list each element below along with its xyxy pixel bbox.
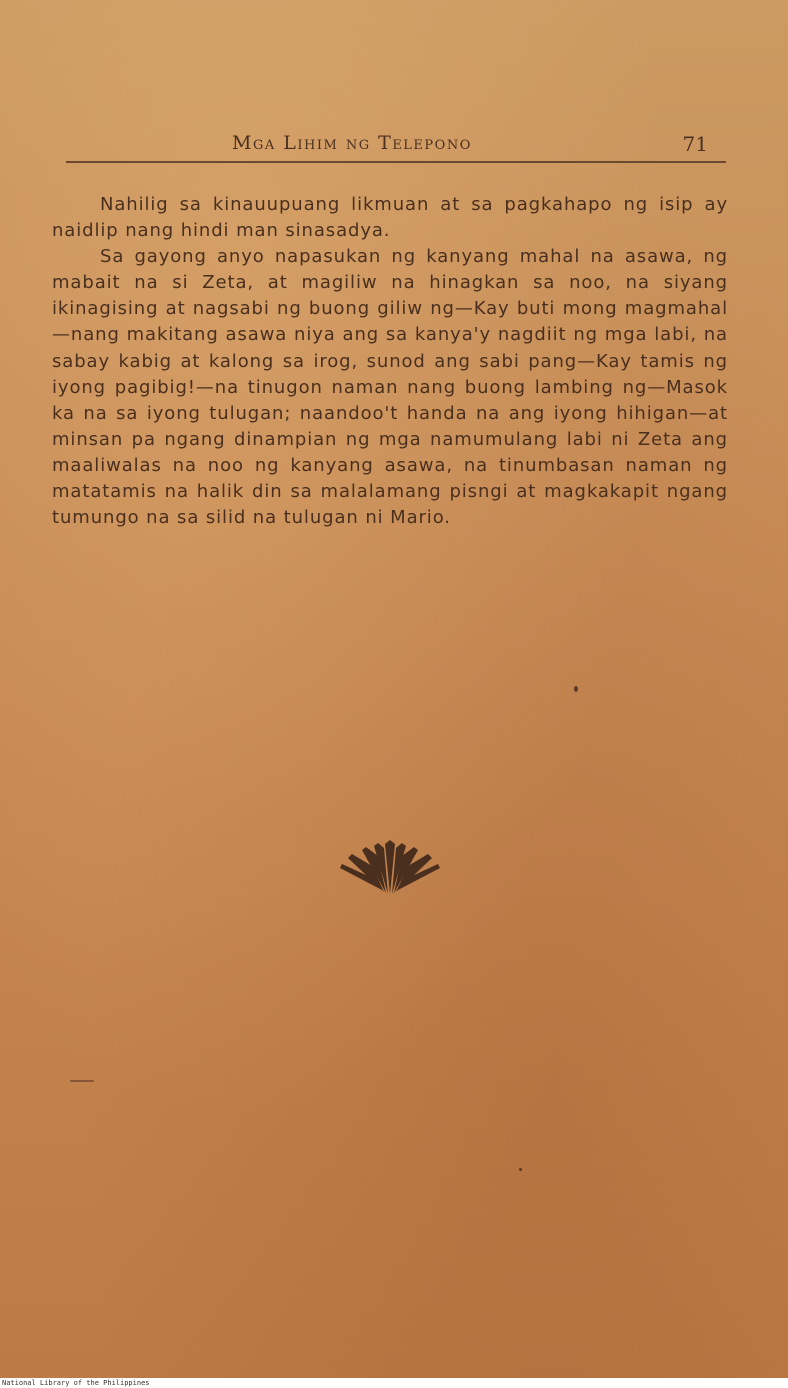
ink-speck bbox=[574, 686, 578, 692]
ink-speck bbox=[70, 1080, 94, 1082]
footer-credit: National Library of the Philippines bbox=[0, 1378, 788, 1388]
running-head bbox=[66, 128, 726, 164]
paragraph-2: Sa gayong anyo napasukan ng kanyang mahal na asawa, ng mabait na si Zeta, at magiliw na hinagkan sa noo, na siyang ikinagising at nagsabi ng buong giliw ng—Kay buti mong magmahal—nang makitang asawa niya ang sa kanya'y nagdiit ng mga labi, na sabay kabig at kalong sa irog, sunod ang sabi pang—Kay tamis ng iyong pagibig!—na tinugon naman nang buong lambing ng—Masok ka na sa iyong tulugan; naandoo't handa na ang iyong hihigan—at minsan pa ngang dinampian ng mga namumulang labi ni Zeta ang maaliwalas na noo ng kanyang asawa, na tinumbasan naman ng matatamis na halik din sa malalamang pisngi at magkakapit ngang tumungo na sa silid na tulugan ni Mario. bbox=[52, 246, 728, 529]
paragraph-1: Nahilig sa kinauupuang likmuan at sa pagkahapo ng isip ay naidlip nang hindi man sinasadya. bbox=[52, 194, 728, 242]
ink-speck bbox=[519, 1168, 522, 1171]
body-text bbox=[52, 192, 728, 531]
running-title: Mga Lihim ng Telepono bbox=[232, 132, 472, 154]
page-number: 71 bbox=[682, 132, 708, 156]
fleuron-icon bbox=[338, 838, 442, 896]
header-rule bbox=[66, 161, 726, 163]
